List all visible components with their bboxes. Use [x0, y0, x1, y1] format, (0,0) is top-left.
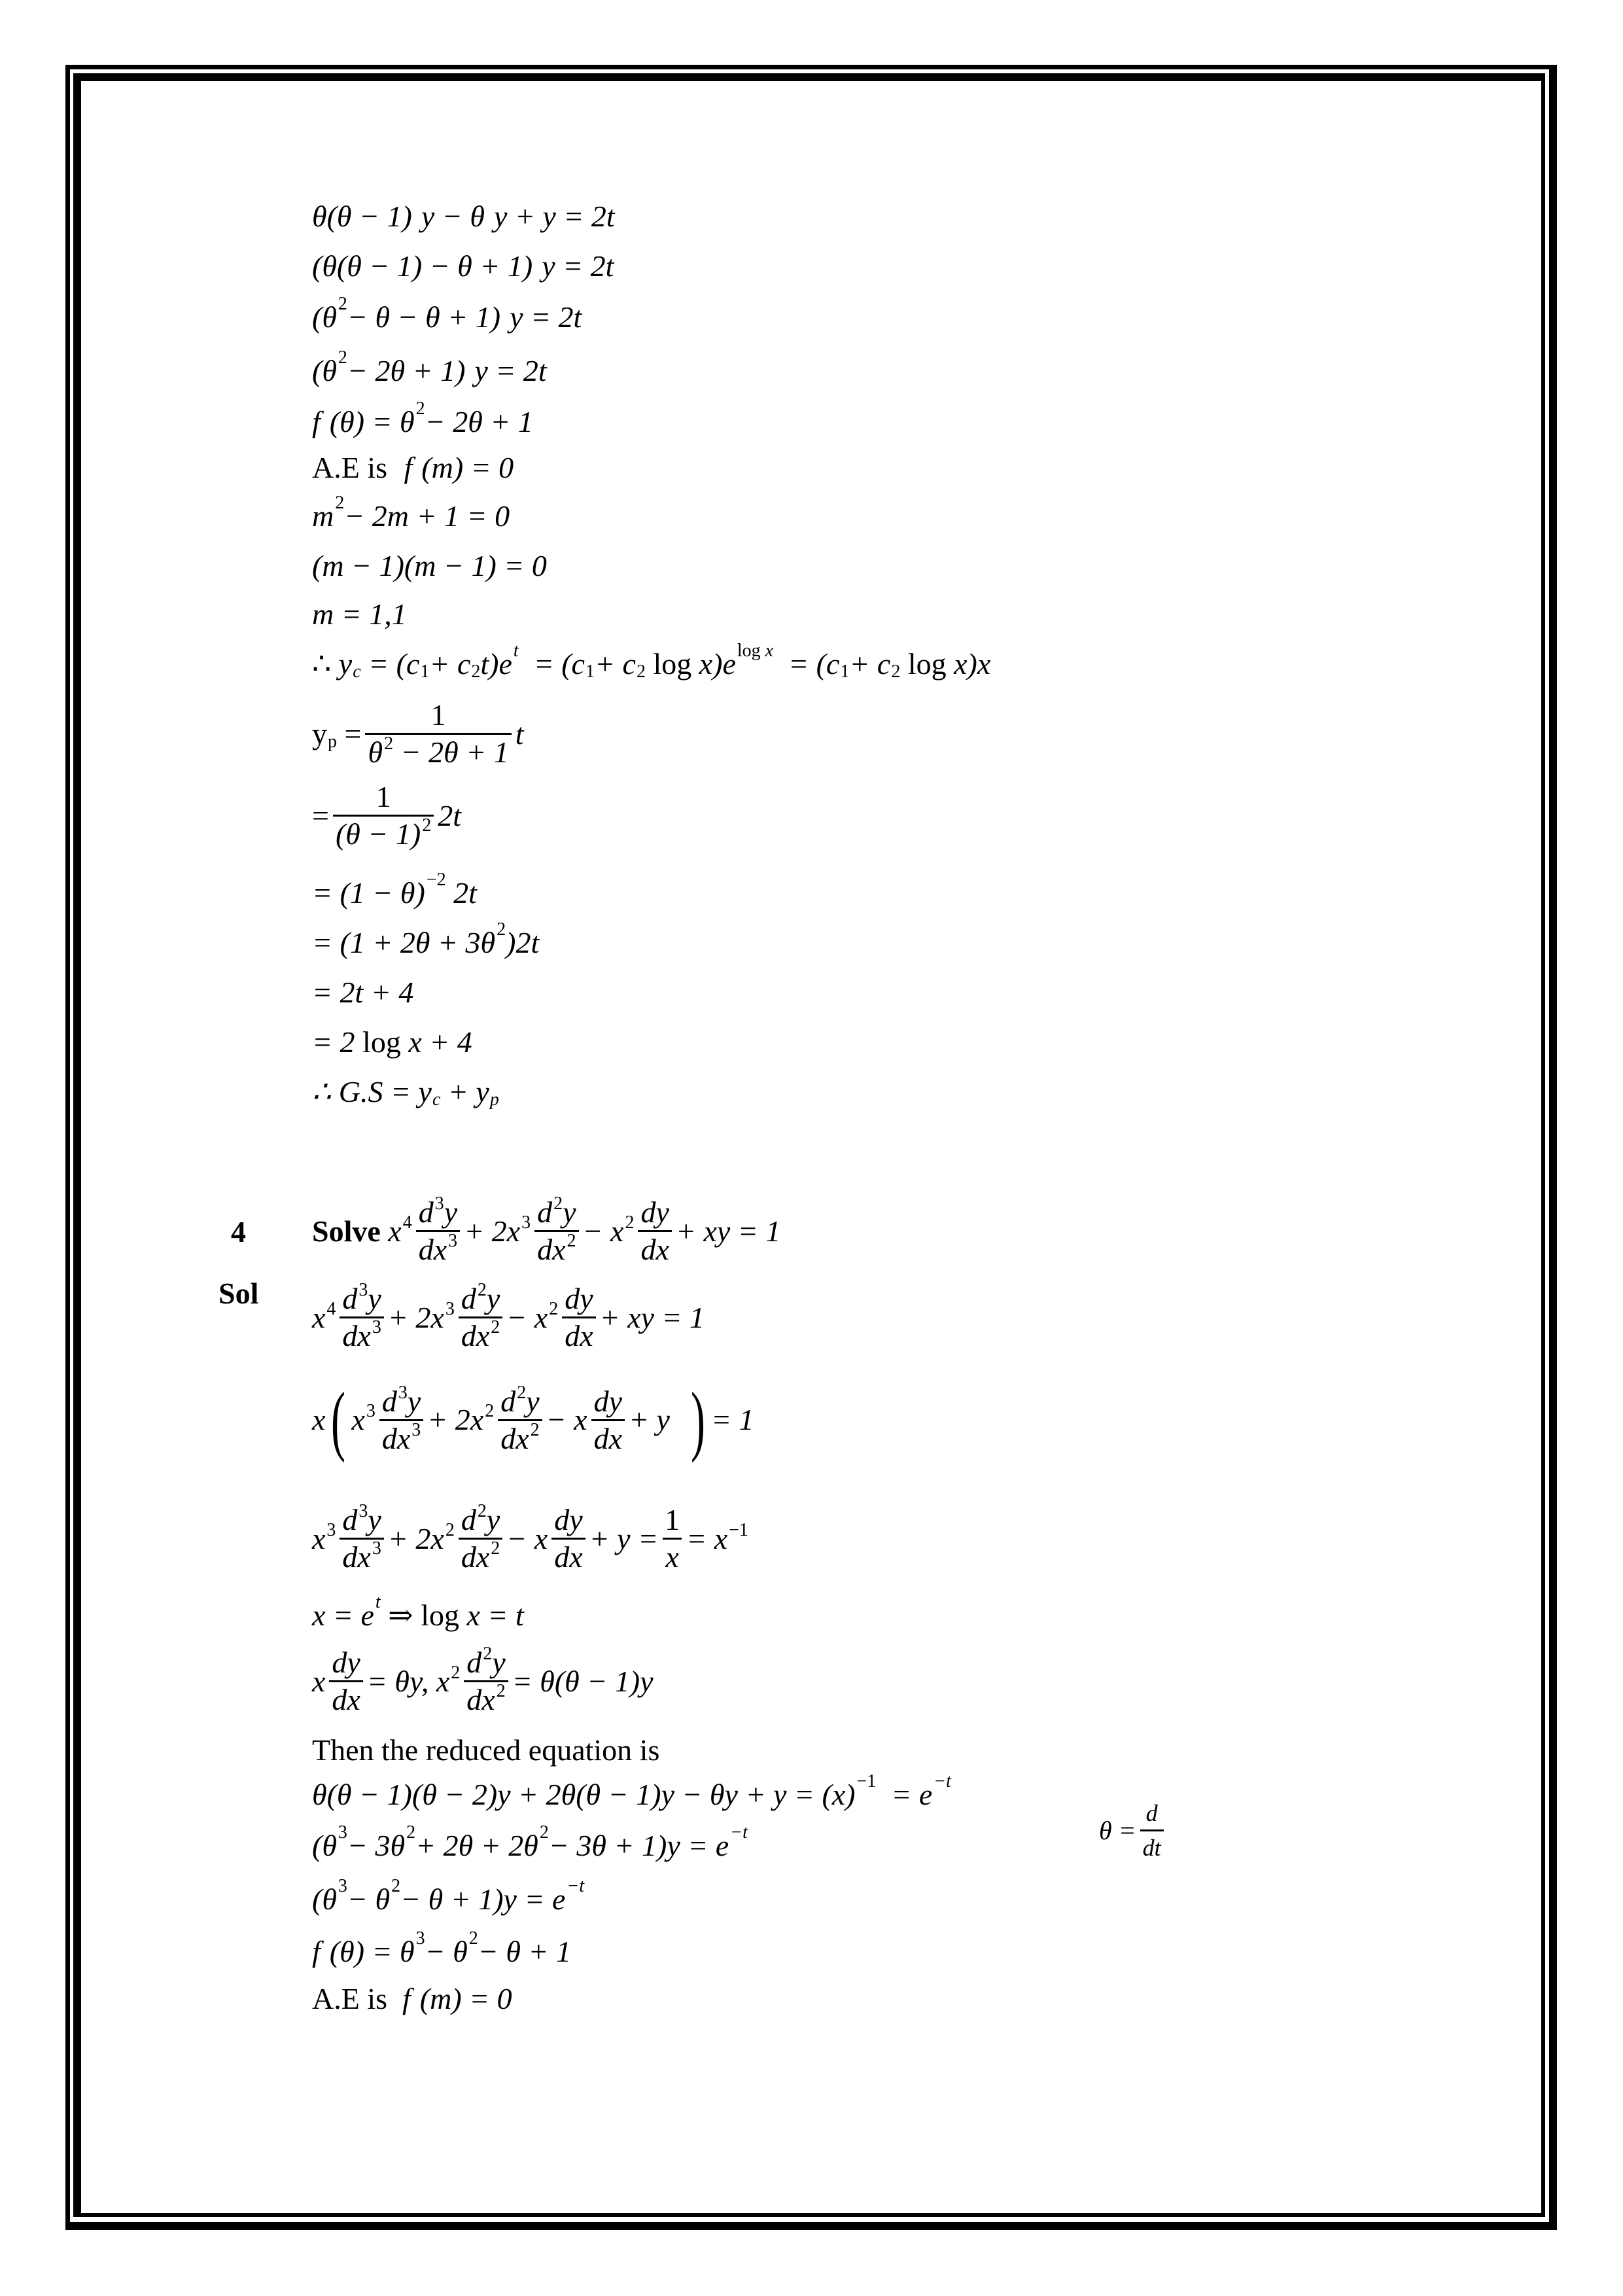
ae-line-2: A.E is f (m) = 0: [312, 1982, 512, 2015]
theta-definition: θ = $\frac{d}{dt}$: [1099, 1799, 1168, 1862]
yp-step-5: = 2t + 4: [312, 976, 414, 1009]
ae-prefix: A.E is: [312, 451, 387, 484]
f-theta-line: f (θ) = θ 2 − 2θ + 1: [312, 398, 533, 438]
sol-step-1: $x^4$ $\frac{d^3y}{dx^3}$ + $2x^3$ $\frac{d^2y}{dx^2}$ − $x^2$ $\frac{dy}{dx}$ + xy = 1: [312, 1280, 705, 1352]
reduced-eq-1: θ(θ − 1)(θ − 2)y + 2θ(θ − 1)y − θy + y = (x) −1 = e −t: [312, 1771, 951, 1811]
yp-label: y: [312, 716, 327, 751]
ae-line: A.E is f (m) = 0: [312, 451, 514, 484]
theta-operators: x $\frac{dy}{dx}$ = θy, $x^2$ $\frac{d^2y}{dx^2}$ = θ(θ − 1)y: [312, 1644, 654, 1716]
equation-line-4: (θ 2 − 2θ + 1) y = 2t: [312, 347, 547, 387]
therefore-symbol: ∴: [312, 647, 332, 680]
yp-line: y p = $\frac{1}{\theta^2 - 2\theta + 1}$ t: [312, 698, 524, 769]
yp-fraction: $\frac{1}{\theta^2 - 2\theta + 1}$: [365, 700, 511, 768]
reduced-eq-3: (θ 3 − θ 2 − θ + 1)y = e −t: [312, 1876, 585, 1916]
reduced-eq-2: (θ 3 − 3θ 2 + 2θ + 2θ 2 − 3θ + 1)y = e −t: [312, 1822, 748, 1862]
reduced-eq-text: Then the reduced equation is: [312, 1733, 660, 1767]
general-solution: ∴ G.S = y c + y p: [312, 1075, 499, 1110]
page-border-inner: [73, 73, 1545, 2217]
yp-step-3: = (1 − θ) −2 2t: [312, 870, 477, 910]
characteristic-eq: m 2 − 2m + 1 = 0: [312, 493, 510, 533]
yp-step-4: = (1 + 2θ + 3θ 2 )2t: [312, 919, 540, 959]
ae-prefix-2: A.E is: [312, 1982, 387, 2015]
complementary-function: ∴ y c = (c 1 + c 2 t)e t = (c 1 + c 2 log x)e log x = (c 1 + c 2 log x)x: [312, 641, 991, 682]
equation-line-2: (θ(θ − 1) − θ + 1) y = 2t: [312, 249, 614, 283]
sol-step-2: x ( $x^3$ $\frac{d^3y}{dx^3}$ + $2x^2$ $\frac{d^2y}{dx^2}$ − x $\frac{dy}{dx}$ + y ) = 1: [312, 1376, 754, 1463]
problem-statement: Solve $x^4$ $\frac{d^3y}{dx^3}$ + $2x^3$ $\frac{d^2y}{dx^2}$ − $x^2$ $\frac{dy}{dx}$ + xy = 1: [312, 1193, 781, 1266]
sol-label: Sol: [218, 1277, 259, 1310]
yp-sub: p: [328, 731, 337, 752]
yp-fraction-2: $\frac{1}{(\theta - 1)^2}$: [333, 782, 434, 849]
roots: m = 1,1: [312, 597, 407, 631]
sol-step-3: $x^3$ $\frac{d^3y}{dx^3}$ + $2x^2$ $\frac{d^2y}{dx^2}$ − x $\frac{dy}{dx}$ + y = $\frac{1}{x}$ = $x^{-1}$: [312, 1501, 748, 1574]
solve-label: Solve: [312, 1214, 381, 1248]
f-theta-2: f (θ) = θ 3 − θ 2 − θ + 1: [312, 1928, 571, 1968]
yp-step-6: = 2 log x + 4: [312, 1025, 472, 1059]
equation-line-3: (θ 2 − θ − θ + 1) y = 2t: [312, 294, 582, 334]
factored-eq: (m − 1)(m − 1) = 0: [312, 549, 547, 582]
equation-line-1: θ(θ − 1) y − θ y + y = 2t: [312, 200, 615, 233]
yp-step-2: = $\frac{1}{(\theta - 1)^2}$ 2t: [312, 780, 462, 851]
problem-number: 4: [231, 1215, 246, 1248]
substitution: x = e t ⇒ log x = t: [312, 1592, 524, 1632]
